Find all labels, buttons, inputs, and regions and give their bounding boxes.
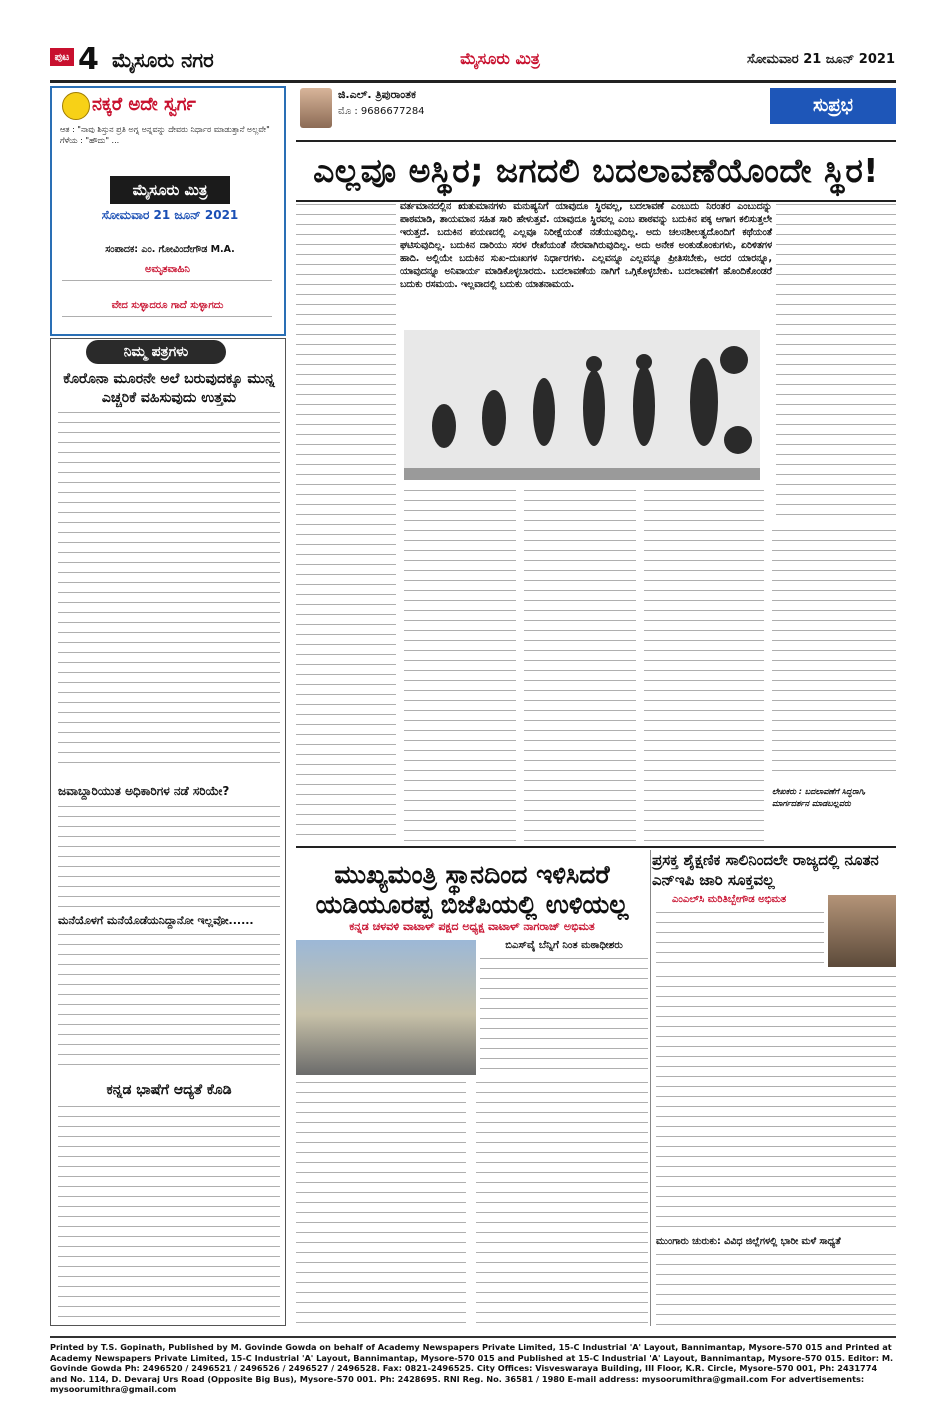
main-col2-body [404,490,516,842]
letter1-title: ಕೊರೊನಾ ಮೂರನೇ ಅಲೆ ಬರುವುದಕ್ಕೂ ಮುನ್ನ ಎಚ್ಚರಿಕೆ ವಹಿಸುವುದು ಉತ್ತಮ [63,371,275,406]
letter2-title: ಜವಾಬ್ದಾರಿಯುತ ಅಧಿಕಾರಿಗಳ ನಡೆ ಸರಿಯೇ? [58,784,230,798]
main-headline: ಎಲ್ಲವೂ ಅಸ್ಥಿರ; ಜಗದಲಿ ಬದಲಾವಣೆಯೊಂದೇ ಸ್ಥಿರ! [296,140,896,202]
author-name: ಜಿ.ಎಲ್. ತ್ರಿಪುರಾಂತಕ [338,88,416,101]
column-divider [650,850,651,1326]
letter3-title: ಮನೆಯೊಳಗೆ ಮನೆಯೊಡೆಯನಿದ್ದಾನೋ ಇಲ್ಲವೋ...... [58,914,254,927]
nakkare-title: ನಕ್ಕರೆ ಅದೇ ಸ್ವರ್ಗ [92,94,196,115]
section-rule [296,846,896,848]
article2-photo [296,940,476,1075]
article3-photo [828,895,896,967]
article2-side-title: ಬಿಎಸ್‌ವೈ ಬೆನ್ನಿಗೆ ನಿಂತ ಮಠಾಧೀಶರು [505,940,623,951]
section-title: ಮೈಸೂರು ನಗರ [112,48,214,72]
main-col3-body [524,490,636,842]
editor-line: ಸಂಪಾದಕ: ಎಂ. ಗೋವಿಂದೇಗೌಡ M.A. [105,244,235,255]
article3-side-body [656,1254,896,1326]
main-callout: ವರ್ತಮಾನದಲ್ಲಿನ ಋತುಮಾನಗಳು ಮನುಷ್ಯನಿಗೆ ಯಾವುದೂ ಸ್ಥಿರವಲ್ಲ, ಬದಲಾವಣೆ ಎಂಬುದು ನಿರಂತರ ಎಂಬುದನ್ನು ಪಾಠಮಾಡಿ, ತಾಯಮಾನ ಸಹಿತ ಸಾರಿ ಹೇಳುತ್ತವೆ. ಯಾವುದೂ ಸ್ಥಿರವಲ್ಲ ಎಂಬ ಪಾಠವನ್ನು ಬದುಕಿನ ಪಕ್ಕ ಆಗಾಗ ಕಲಿಸುತ್ತಲೇ ಇರುತ್ತದೆ. ಬದುಕಿನ ಪಯಣದಲ್ಲಿ ಎಲ್ಲವೂ ನಿರೀಕ್ಷೆಯಂತೆ ನಡೆಯುವುದಿಲ್ಲ. ಅದು ಚಲನಶೀಲತ್ವದೊಂದಿಗೆ ಕಥೆಯಂತೆ ಘಟಿಸುವುದಿಲ್ಲ. ಬದುಕಿನ ದಾರಿಯು ಸರಳ ರೇಖೆಯಂತೆ ನೇರವಾಗಿರುವುದಿಲ್ಲ. ಅದು ಅನೇಕ ಅಂಕುಡೊಂಕುಗಳು, ಏರಿಳಿತಗಳ ಹಾದಿ. ಅಲ್ಲಿಯೇ ಬದುಕಿನ ಸುಖ-ದುಃಖಗಳ ನಿರ್ಧಾರಗಳು. ಎಲ್ಲವನ್ನೂ ಎಲ್ಲವನ್ನೂ ಪ್ರೀತಿಸಬೇಕು, ಅದರ ಯಾರನ್ನೂ, ಯಾವುದನ್ನೂ ಅನಿವಾರ್ಯ ಮಾಡಿಕೊಳ್ಳಬಾರದು. ಬದಲಾವಣೆಯ ನಾಗಿಗೆ ಒಗ್ಗಿಕೊಳ್ಳಬೇಕು. ಬದಲಾವಣೆಗೆ ಹೊಂದಿಕೊಂಡರೆ ಬದುಕು ರಸಮಯ. ಇಲ್ಲವಾದಲ್ಲಿ ಬದುಕು ಯಾತನಾಮಯ. [400,201,772,290]
main-col4-body [644,490,764,842]
article3-headline: ಪ್ರಸಕ್ತ ಶೈಕ್ಷಣಿಕ ಸಾಲಿನಿಂದಲೇ ರಾಜ್ಯದಲ್ಲಿ ನೂತನ ಎನ್‌ಇಪಿ ಜಾರಿ ಸೂಕ್ತವಲ್ಲ [652,851,879,889]
page-number: 4 [78,42,99,77]
letter4-body [58,1106,280,1320]
print-footer: Printed by T.S. Gopinath, Published by M. Govinde Gowda on behalf of Academy Newspapers Private Limited, 15-C Industrial 'A' Layout, Bannimantap, Mysore-570 015 and Printed at Academy Newspapers Private Limited, 15-C Industrial 'A' Layout, Bannimantap, Mysore-570 015 and Published at 15-C Industrial 'A' Layout, Bannimantap, Mysore-570 015. Editor: M. Govinde Gowda Ph: 2496520 / 2496521 / 2496526 / 2496527 / 2496528. Fax: 0821-2496525. City Offices: Visveswaraya Building, III Floor, K.R. Circle, Mysore-570 001, Ph: 2431774 and No. 114, D. Devaraj Urs Road (Opposite Big Bus), Mysore-570 001. Ph: 2428695. RNI Reg. No. 36581 / 1980 E-mail address: mysoorumithra@gmail.com For advertisements: mysoorumithra@gmail.com [50,1336,896,1392]
article3-body [656,912,824,972]
left-date: ಸೋಮವಾರ 21 ಜೂನ್ 2021 [101,208,239,222]
letter2-body [58,806,280,908]
letter1-body [58,412,280,768]
masthead-title: ಮೈಸೂರು ಮಿತ್ರ [460,49,540,68]
veda-title: ವೇದ ಸುಳ್ಳಾದರೂ ಗಾದೆ ಸುಳ್ಳಾಗದು [111,300,224,311]
main-col5-body [772,530,896,780]
article3-side-note: ಮುಂಗಾರು ಚುರುಕು: ವಿವಿಧ ಜಿಲ್ಲೆಗಳಲ್ಲಿ ಭಾರೀ ಮಳೆ ಸಾಧ್ಯತೆ [656,1236,841,1247]
article3-subhead: ಎಂಎಲ್‌ಸಿ ಮರಿತಿಬ್ಬೇಗೌಡ ಅಭಿಮತ [672,894,787,905]
article2-headline: ಮುಖ್ಯಮಂತ್ರಿ ಸ್ಥಾನದಿಂದ ಇಳಿಸಿದರೆ ಯಡಿಯೂರಪ್ಪ ಬಿಜೆಪಿಯಲ್ಲಿ ಉಳಿಯಲ್ಲ [315,860,629,919]
letters-heading: ನಿಮ್ಮ ಪತ್ರಗಳು [86,340,226,364]
author-phone: ಮೊ : 9686677284 [338,106,425,117]
letter3-body [58,934,280,1074]
issue-date: ಸೋಮವಾರ 21 ಜೂನ್ 2021 [747,52,895,67]
header-rule [50,80,896,83]
article2-side-body [480,958,648,1076]
column-badge: ಸುಪ್ರಭ [770,88,896,124]
amrutha-title: ಅಮೃತವಾಹಿನಿ [145,264,190,275]
main-byline-note: ಲೇಖಕರು : ಬದಲಾವಣೆಗೆ ಸಿದ್ಧರಾಗಿ, ಮಾರ್ಗದರ್ಶನ ಮಾಡಬಲ್ಲವರು [772,787,867,808]
smiley-icon [62,92,90,120]
page-badge: ಪುಟ [50,48,74,66]
amrutha-text [62,280,272,290]
article3-body-full [656,976,896,1234]
evolution-illustration [404,330,760,480]
article2-body-left [296,1082,466,1326]
author-photo [300,88,332,128]
letter4-title: ಕನ್ನಡ ಭಾಷೆಗೆ ಆದ್ಯತೆ ಕೊಡಿ [106,1082,232,1098]
article2-body-right [476,1082,648,1326]
nakkare-joke: ಆತ : "ನಾವು ಶಿಸ್ತುನ ಪ್ರತಿ ಅಗ್ನ ಅನ್ನವನ್ನು ದೇವರು ನಿರ್ಧಾರ ಮಾಡುತ್ತಾನೆ ಅಲ್ಲವೇ" ಗೆಳೆಯ : "ಹೌದು" ... [60,125,270,145]
veda-text [62,316,272,326]
main-col-right-body [776,204,896,524]
main-col1-body [296,204,396,844]
article2-subhead: ಕನ್ನಡ ಚಳವಳಿ ವಾಟಾಳ್ ಪಕ್ಷದ ಅಧ್ಯಕ್ಷ ವಾಟಾಳ್ ನಾಗರಾಜ್ ಅಭಿಮತ [349,920,595,933]
mysuru-mitra-logo: ಮೈಸೂರು ಮಿತ್ರ [110,176,230,204]
